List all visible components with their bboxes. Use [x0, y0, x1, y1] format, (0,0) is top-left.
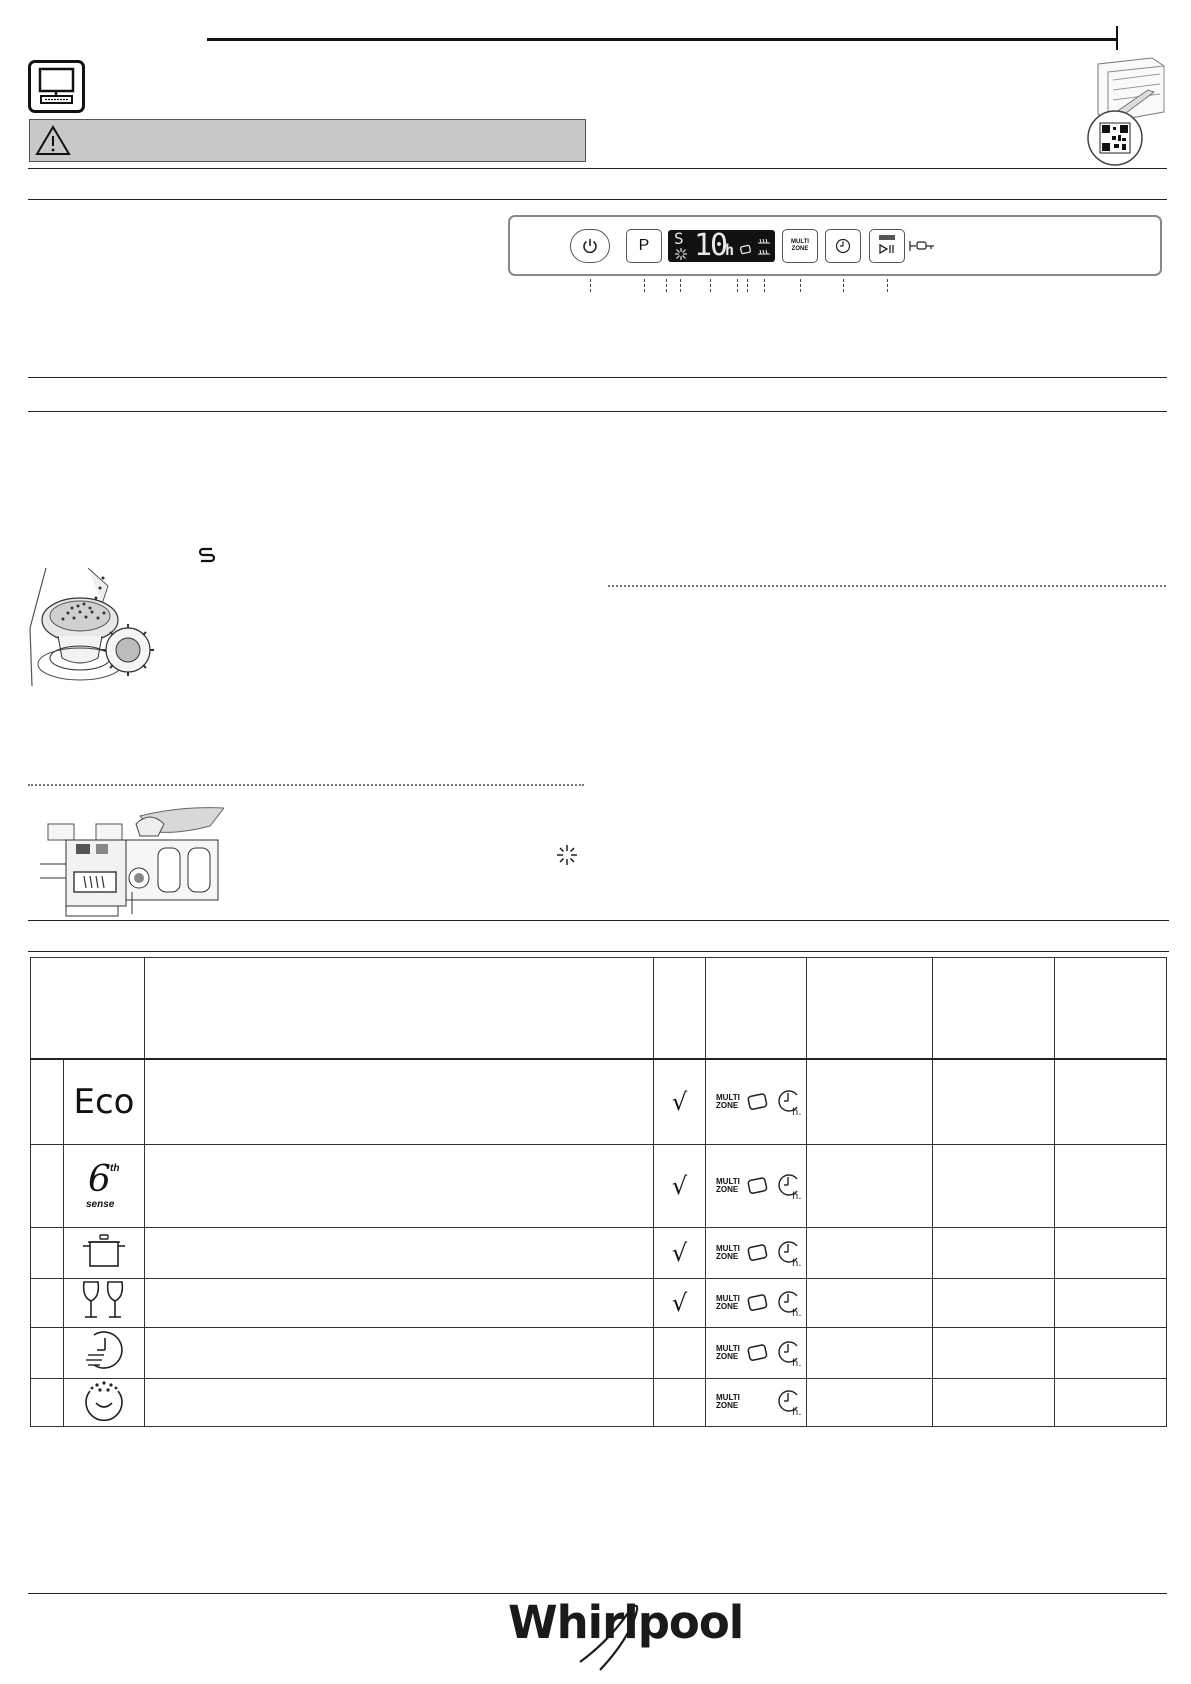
- top-header-rule: [207, 38, 1117, 41]
- table-row: [31, 1227, 1167, 1278]
- table-cell: [933, 1378, 1055, 1426]
- delay-option-icon: [775, 1238, 803, 1268]
- svg-text:h.: h.: [791, 1307, 802, 1318]
- row-number-cell: [31, 1327, 64, 1378]
- prewash-icon: [82, 1379, 126, 1421]
- display-h: h: [725, 241, 735, 259]
- table-cell: [933, 1059, 1055, 1144]
- leader-line: [843, 279, 844, 292]
- leader-line: [747, 279, 748, 292]
- warning-banner: [29, 119, 586, 162]
- section-rule: [28, 920, 1169, 921]
- table-header-row: [31, 958, 1167, 1060]
- row-number-cell: [31, 1059, 64, 1144]
- top-header-tick: [1116, 26, 1118, 50]
- svg-text:h.: h.: [791, 1407, 802, 1417]
- key-lock-icon: [908, 238, 938, 254]
- multizone-button[interactable]: [782, 229, 818, 263]
- row-number-cell: [31, 1227, 64, 1278]
- table-cell: [933, 1227, 1055, 1278]
- row-number-cell: [31, 1378, 64, 1426]
- svg-text:h.: h.: [791, 1190, 802, 1201]
- check-cell: √: [654, 1227, 706, 1278]
- glasses-icon: [79, 1279, 129, 1321]
- description-cell: [145, 1227, 654, 1278]
- table-header-cell: [654, 958, 706, 1060]
- section-rule: [28, 168, 1167, 169]
- multizone-label-2: ZONE: [791, 246, 809, 252]
- leader-line: [644, 279, 645, 292]
- check-cell: √: [654, 1278, 706, 1327]
- table-cell: [1055, 1227, 1167, 1278]
- leader-line: [666, 279, 667, 292]
- warning-triangle-icon: [34, 124, 72, 157]
- eco-program-label: Eco: [64, 1059, 145, 1144]
- leader-line: [764, 279, 765, 292]
- brand-logo: Whirlpool: [508, 1596, 744, 1649]
- multizone-option-icon: MULTI ZONE: [716, 1393, 740, 1410]
- table-cell: [807, 1327, 933, 1378]
- options-cell: [706, 1144, 807, 1227]
- pot-icon: [81, 1230, 127, 1270]
- quick-wash-icon: [82, 1329, 126, 1371]
- table-cell: [1055, 1378, 1167, 1426]
- detergent-dispenser-illustration: [40, 806, 224, 918]
- table-cell: [1055, 1327, 1167, 1378]
- multizone-label-1: MULTI: [791, 239, 809, 245]
- svg-text:h.: h.: [791, 1357, 802, 1368]
- monitor-icon: [28, 60, 85, 113]
- table-header-cell: [1055, 958, 1167, 1060]
- section-rule: [28, 411, 1167, 412]
- table-row: [31, 1327, 1167, 1378]
- tablet-option-icon: [746, 1292, 770, 1314]
- delay-option-icon: [775, 1087, 803, 1117]
- options-cell: [706, 1378, 807, 1426]
- display-salt: S: [674, 229, 684, 248]
- svg-text:h.: h.: [791, 1106, 802, 1117]
- delay-option-icon: [775, 1288, 803, 1318]
- table-cell: [1055, 1059, 1167, 1144]
- table-row: [31, 1378, 1167, 1426]
- tablet-option-icon: [746, 1242, 770, 1264]
- options-cell: [706, 1327, 807, 1378]
- section-rule: [28, 199, 1167, 200]
- prewash-cell: [64, 1378, 145, 1426]
- delay-option-icon: [775, 1171, 803, 1201]
- display-screen: [668, 230, 775, 262]
- power-button[interactable]: [570, 229, 610, 263]
- dotted-divider: [28, 784, 584, 786]
- tablet-option-icon: [746, 1342, 770, 1364]
- sixth-sense-icon: 6 th sense: [64, 1144, 145, 1227]
- table-cell: [807, 1059, 933, 1144]
- half-load-icon: [756, 236, 772, 258]
- dotted-divider: [608, 585, 1166, 587]
- table-row: [31, 1144, 1167, 1227]
- dishwasher-qr-icon: [1068, 56, 1166, 166]
- table-cell: [807, 1227, 933, 1278]
- table-header-cell: [933, 958, 1055, 1060]
- table-cell: [807, 1278, 933, 1327]
- multizone-option-icon: MULTI ZONE: [716, 1293, 740, 1311]
- rinse-aid-indicator-icon: [556, 844, 578, 866]
- table-cell: [807, 1378, 933, 1426]
- quick-cell: [64, 1327, 145, 1378]
- leader-line: [680, 279, 681, 292]
- table-header-cell: [706, 958, 807, 1060]
- options-cell: [706, 1278, 807, 1327]
- glasses-cell: [64, 1278, 145, 1327]
- leader-line: [710, 279, 711, 292]
- table-header-cell: [145, 958, 654, 1060]
- rinse-aid-icon: [674, 247, 688, 261]
- table-row: [31, 1059, 1167, 1144]
- salt-icon: [197, 545, 217, 565]
- delay-option-icon: [775, 1387, 803, 1417]
- brand-swoosh-icon: [570, 1600, 690, 1672]
- table-cell: [933, 1278, 1055, 1327]
- row-number-cell: [31, 1278, 64, 1327]
- table-cell: [807, 1144, 933, 1227]
- check-cell: [654, 1378, 706, 1426]
- table-cell: [1055, 1144, 1167, 1227]
- table-cell: [1055, 1278, 1167, 1327]
- description-cell: [145, 1059, 654, 1144]
- check-cell: √: [654, 1059, 706, 1144]
- options-cell: [706, 1059, 807, 1144]
- description-cell: [145, 1278, 654, 1327]
- footer-rule: [28, 1593, 1167, 1594]
- pot-cell: [64, 1227, 145, 1278]
- leader-line: [737, 279, 738, 292]
- section-rule: [28, 951, 1169, 952]
- check-cell: [654, 1327, 706, 1378]
- table-cell: [933, 1144, 1055, 1227]
- tablet-option-icon: [746, 1175, 770, 1197]
- check-cell: √: [654, 1144, 706, 1227]
- control-panel: [508, 215, 1162, 276]
- section-rule: [28, 377, 1167, 378]
- program-table: [30, 957, 1167, 1427]
- display-hours: 10: [694, 228, 727, 263]
- multizone-option-icon: MULTI ZONE: [716, 1176, 740, 1194]
- start-pause-button[interactable]: [869, 229, 905, 263]
- svg-text:h.: h.: [791, 1257, 802, 1268]
- description-cell: [145, 1327, 654, 1378]
- delay-icon: [834, 237, 852, 255]
- program-button[interactable]: P: [626, 229, 662, 263]
- tablet-icon: [739, 243, 752, 256]
- table-row: [31, 1278, 1167, 1327]
- delay-button[interactable]: [825, 229, 861, 263]
- table-header-cell: [807, 958, 933, 1060]
- tablet-option-icon: [746, 1091, 770, 1113]
- table-header-cell: [31, 958, 145, 1060]
- leader-line: [887, 279, 888, 292]
- description-cell: [145, 1378, 654, 1426]
- leader-line: [800, 279, 801, 292]
- multizone-option-icon: MULTI ZONE: [716, 1092, 740, 1110]
- start-pause-icon: [874, 233, 900, 259]
- power-icon: [580, 236, 600, 256]
- multizone-option-icon: MULTI ZONE: [716, 1343, 740, 1361]
- table-cell: [933, 1327, 1055, 1378]
- multizone-option-icon: MULTI ZONE: [716, 1243, 740, 1261]
- delay-option-icon: [775, 1338, 803, 1368]
- leader-line: [590, 279, 591, 292]
- salt-reservoir-illustration: [28, 568, 156, 686]
- row-number-cell: [31, 1144, 64, 1227]
- options-cell: [706, 1227, 807, 1278]
- description-cell: [145, 1144, 654, 1227]
